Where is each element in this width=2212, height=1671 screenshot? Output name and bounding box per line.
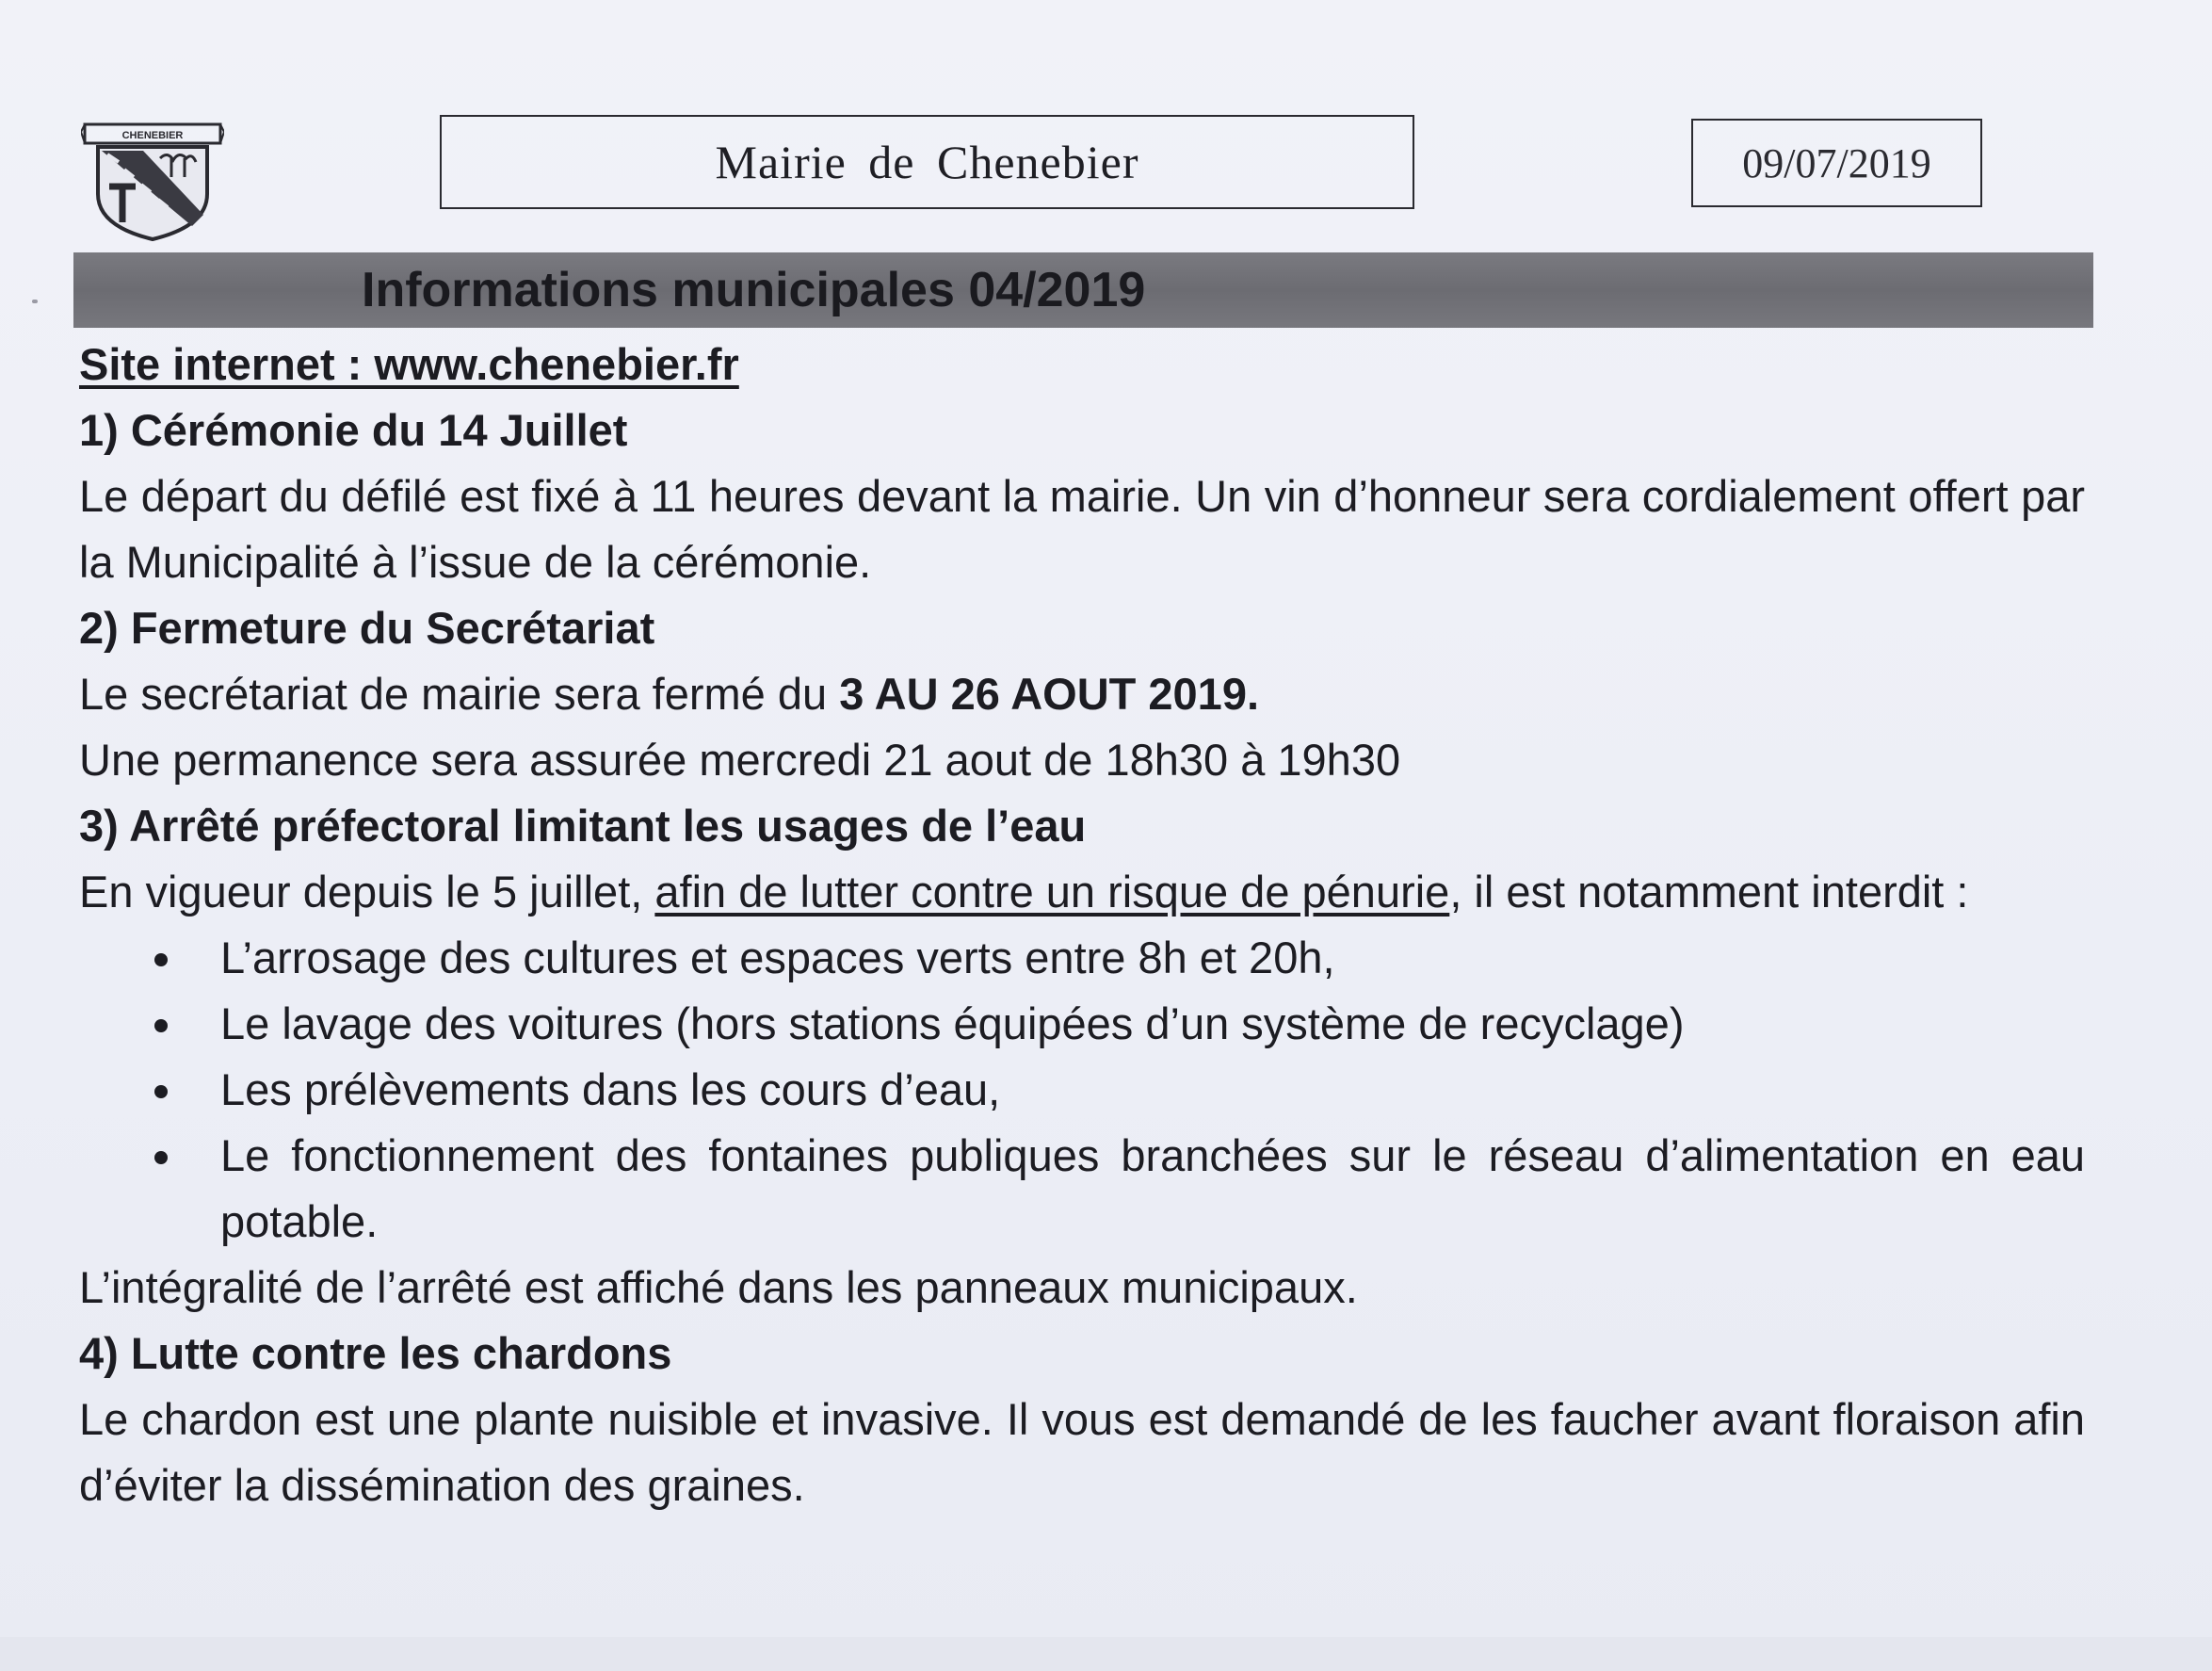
section-4-heading: 4) Lutte contre les chardons (79, 1328, 672, 1378)
section-1-heading: 1) Cérémonie du 14 Juillet (79, 405, 628, 455)
town-hall-title-box (440, 115, 1414, 209)
date-box (1691, 119, 1982, 207)
section-2-permanence-line: Une permanence sera assurée mercredi 21 aout de 18h30 à 19h30 (79, 735, 1401, 785)
bulletin-banner (73, 252, 2093, 328)
bulletin-content (79, 332, 2085, 1518)
town-hall-title: Mairie de Chenebier (715, 136, 1139, 188)
list-item (79, 1123, 2085, 1255)
municipal-coat-of-arms-logo (81, 121, 224, 243)
website-line: Site internet : www.chenebier.fr (79, 339, 739, 389)
scan-speck (32, 300, 38, 303)
intro-end: , il est notamment interdit : (1449, 867, 1969, 917)
issue-date: 09/07/2019 (1742, 139, 1931, 187)
water-restrictions-list (79, 925, 2085, 1255)
intro-underlined: afin de lutter contre un risque de pénurie (654, 867, 1450, 917)
list-item (79, 1057, 2085, 1123)
bullet-icon (154, 1085, 168, 1098)
closure-dates: 3 AU 26 AOUT 2019. (839, 669, 1260, 719)
section-4-text: Le chardon est une plante nuisible et invasive. Il vous est demandé de les faucher avant floraison afin d’éviter la dissémination des graines. (79, 1394, 2085, 1510)
list-item-text: Le lavage des voitures (hors stations équipées d’un système de recyclage) (220, 998, 1685, 1048)
intro-start: En vigueur depuis le 5 juillet, (79, 867, 643, 917)
svg-text:CHENEBIER: CHENEBIER (121, 130, 184, 141)
section-1-text: Le départ du défilé est fixé à 11 heures devant la mairie. Un vin d’honneur sera cordialement offert par la Municipalité à l’issue de la cérémonie. (79, 471, 2085, 587)
list-item (79, 991, 2085, 1057)
section-3-intro (79, 859, 2085, 925)
list-item-text: Les prélèvements dans les cours d’eau, (220, 1064, 1001, 1114)
section-3-heading: 3) Arrêté préfectoral limitant les usages de l’eau (79, 801, 1087, 851)
section-3-closing: L’intégralité de l’arrêté est affiché dans les panneaux municipaux. (79, 1262, 1358, 1312)
list-item-text: Le fonctionnement des fontaines publiques branchées sur le réseau d’alimentation en eau potable. (220, 1130, 2085, 1246)
section-2-closure-line (79, 661, 2085, 727)
bullet-icon (154, 1019, 168, 1032)
bulletin-title: Informations municipales 04/2019 (362, 263, 1146, 317)
list-item (79, 925, 2085, 991)
scan-bottom-edge (0, 1637, 2212, 1671)
list-item-text: L’arrosage des cultures et espaces verts entre 8h et 20h, (220, 933, 1335, 982)
bullet-icon (154, 1151, 168, 1164)
section-2-heading: 2) Fermeture du Secrétariat (79, 603, 655, 653)
closure-text: Le secrétariat de mairie sera fermé du (79, 669, 828, 719)
bullet-icon (154, 953, 168, 966)
